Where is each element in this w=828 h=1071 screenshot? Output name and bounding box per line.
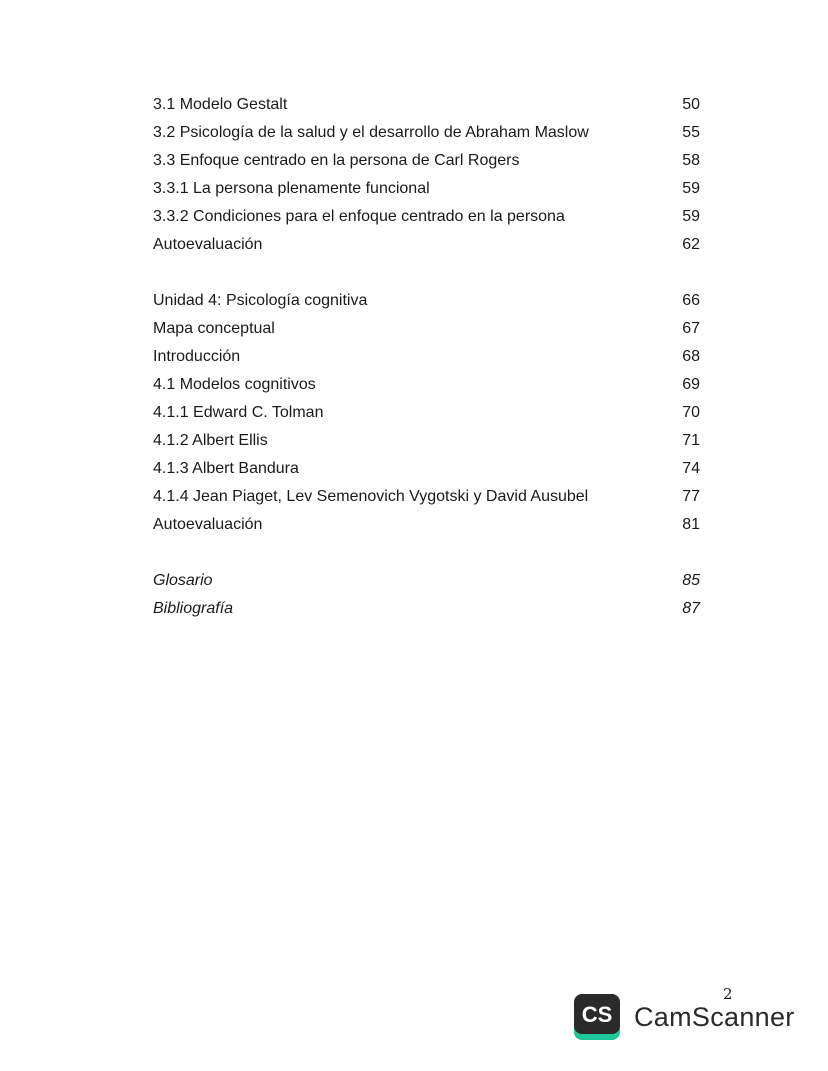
toc-entry-title: 4.1.4 Jean Piaget, Lev Semenovich Vygotski y David Ausubel [153, 488, 589, 505]
toc-entry-title: Autoevaluación [153, 516, 263, 533]
camscanner-logo-icon [574, 994, 620, 1040]
camscanner-watermark [574, 994, 795, 1040]
toc-entry [153, 371, 700, 399]
toc-entry [153, 455, 700, 483]
toc-entry-title: 3.3 Enfoque centrado en la persona de Carl Rogers [153, 152, 520, 169]
toc-entry-title: 4.1.3 Albert Bandura [153, 460, 299, 477]
toc-entry-title: 3.3.2 Condiciones para el enfoque centrado en la persona [153, 208, 565, 225]
toc-entry-page: 71 [682, 432, 700, 449]
toc-group-back-matter [153, 567, 700, 623]
logo-text: CS [581, 1002, 613, 1027]
toc-entry-title: Introducción [153, 348, 241, 365]
toc-entry-title: 3.1 Modelo Gestalt [153, 96, 288, 113]
toc-group-unit-4 [153, 287, 700, 539]
spacer [153, 539, 700, 567]
toc-entry-title: Mapa conceptual [153, 320, 275, 337]
toc-group-unit-3 [153, 91, 700, 259]
toc-entry-page: 68 [682, 348, 700, 365]
toc-entry-page: 87 [682, 600, 700, 617]
toc-entry-page: 77 [682, 488, 700, 505]
toc-entry-page: 58 [682, 152, 700, 169]
toc-entry-page: 59 [682, 208, 700, 225]
camscanner-brand-text: CamScanner [634, 1001, 795, 1032]
toc-entry-page: 59 [682, 180, 700, 197]
toc-entry [153, 119, 700, 147]
toc-entry [153, 287, 700, 315]
toc-entry-page: 50 [682, 96, 700, 113]
toc-entry [153, 147, 700, 175]
page-number: 2 [723, 985, 733, 1003]
toc-entry [153, 399, 700, 427]
toc-entry-page: 69 [682, 376, 700, 393]
toc-entry [153, 203, 700, 231]
toc-entry-title: 3.3.1 La persona plenamente funcional [153, 180, 430, 197]
toc-entry [153, 91, 700, 119]
toc-entry-title: Glosario [153, 572, 213, 589]
toc-entry [153, 427, 700, 455]
toc-entry-title: 4.1.2 Albert Ellis [153, 432, 268, 449]
toc-entry-page: 55 [682, 124, 700, 141]
toc-entry-page: 62 [682, 236, 700, 253]
toc-entry [153, 175, 700, 203]
table-of-contents [153, 91, 700, 623]
toc-entry [153, 511, 700, 539]
toc-entry-title: 3.2 Psicología de la salud y el desarrollo de Abraham Maslow [153, 124, 589, 141]
toc-entry-glossary [153, 567, 700, 595]
toc-entry-title: Autoevaluación [153, 236, 263, 253]
toc-entry-page: 66 [682, 292, 700, 309]
toc-entry-page: 74 [682, 460, 700, 477]
toc-entry-page: 67 [682, 320, 700, 337]
toc-entry-title: 4.1 Modelos cognitivos [153, 376, 316, 393]
toc-entry [153, 315, 700, 343]
toc-entry-title: Bibliografía [153, 600, 234, 617]
spacer [153, 259, 700, 287]
toc-entry [153, 343, 700, 371]
toc-entry [153, 483, 700, 511]
toc-entry [153, 231, 700, 259]
toc-entry-title: Unidad 4: Psicología cognitiva [153, 292, 368, 309]
toc-entry-page: 81 [682, 516, 700, 533]
camscanner-logo-svg [574, 994, 620, 1040]
toc-entry-page: 85 [682, 572, 700, 589]
toc-entry-page: 70 [682, 404, 700, 421]
toc-entry-bibliography [153, 595, 700, 623]
toc-entry-title: 4.1.1 Edward C. Tolman [153, 404, 324, 421]
